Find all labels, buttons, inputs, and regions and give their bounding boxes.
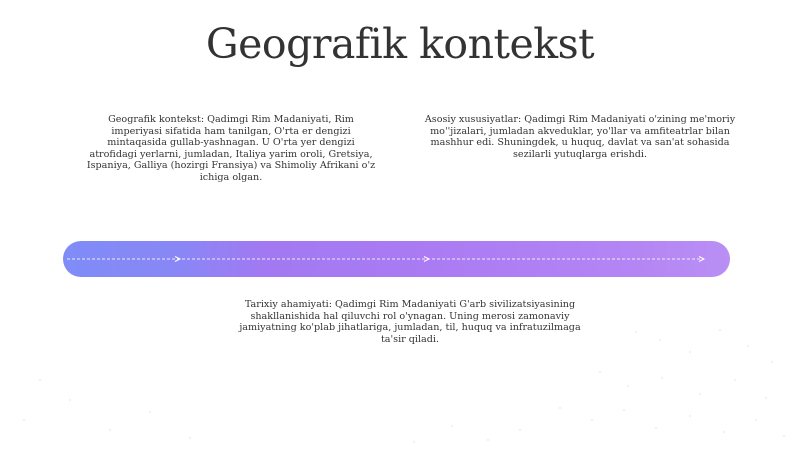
text-block-geographic-context: Geografik kontekst: Qadimgi Rim Madaniyati, Rim imperiyasi sifatida ham tanilgan, O'rta er dengizi mintaqasida gullab-yashnagan. U O'rta yer dengizi atrofidagi yerlarni, jumladan, Italiya yarim oroli, Gretsiya, Ispaniya, Galliya (hozirgi Fransiya) va Shimoliy Afrikani o'z ichiga olgan.	[86, 114, 376, 183]
timeline-arrows	[63, 241, 730, 277]
text-block-historical-significance: Tarixiy ahamiyati: Qadimgi Rim Madaniyati G'arb sivilizatsiyasining shakllanishida hal qiluvchi rol o'ynagan. Uning merosi zamonaviy jamiyatning ko'plab jihatlariga, jumladan, til, huquq va infratuzilmaga ta'sir qiladi.	[239, 299, 581, 345]
timeline-bar	[63, 241, 730, 277]
text-block-key-features: Asosiy xususiyatlar: Qadimgi Rim Madaniyati o'zining me'moriy mo''jizalari, jumladan akveduklar, yo'llar va amfiteatrlar bilan mashhur edi. Shuningdek, u huquq, davlat va san'at sohasida sezilarli yutuqlarga erishdi.	[424, 114, 736, 160]
slide-title: Geografik kontekst	[205, 20, 595, 68]
